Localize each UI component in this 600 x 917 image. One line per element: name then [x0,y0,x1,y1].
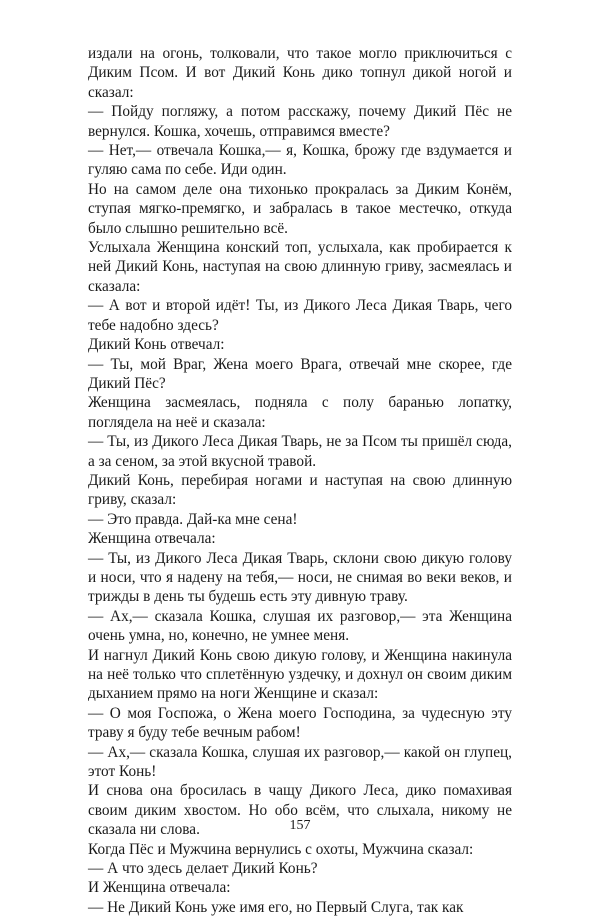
paragraph: И Женщина отвечала: [88,879,231,897]
page-text [88,44,512,917]
paragraph: Женщина засмеялась, подняла с полу баранью лопатку, поглядела на неё и сказала: [88,394,512,431]
paragraph: И нагнул Дикий Конь свою дикую голову, и Женщина накинула на неё только что сплетённую уздечку, и дохнул он своим диким дыханием прямо на ноги Женщине и сказал: [88,646,512,703]
paragraph: Но на самом деле она тихонько прокралась за Диким Конём, ступая мягко-премягко, и забралась в такое местечко, откуда было слышно решительно всё. [88,180,512,237]
paragraph: Дикий Конь, перебирая ногами и наступая на свою длинную гриву, сказал: [88,471,512,509]
paragraph: — Ах,— сказала Кошка, слушая их разговор,— какой он глупец, этот Конь! [88,743,512,781]
paragraph: издали на огонь, толковали, что такое могло приключиться с Диким Псом. И вот Дикий Конь дико топнул дикой ногой и сказал: [88,45,512,101]
paragraph: — Не Дикий Конь уже имя его, но Первый Слуга, так как [88,898,464,916]
paragraph: — А вот и второй идёт! Ты, из Дикого Леса Дикая Тварь, чего тебе надобно здесь? [88,297,512,334]
paragraph: — Нет,— отвечала Кошка,— я, Кошка, брожу где вздумается и гуляю сама по себе. Иди один. [88,142,512,179]
paragraph: — Пойду погляжу, а потом расскажу, почему Дикий Пёс не вернулся. Кошка, хочешь, отправимся вместе? [88,103,512,140]
paragraph: — А что здесь делает Дикий Конь? [88,860,318,878]
paragraph: — Ты, мой Враг, Жена моего Врага, отвечай мне скорее, где Дикий Пёс? [88,355,512,392]
paragraph: Дикий Конь отвечал: [88,336,225,354]
page-number: 157 [289,818,311,833]
paragraph: И снова она бросилась в чащу Дикого Леса, дико помахивая своим диким хвостом. Но обо всём, что слыхала, никому не сказала ни слова. [88,782,512,839]
paragraph: — Ты, из Дикого Леса Дикая Тварь, не за Псом ты пришёл сюда, а за сеном, за этой вкусной травой. [88,433,512,470]
paragraph: Услыхала Женщина конский топ, услыхала, как пробирается к ней Дикий Конь, наступая на свою длинную гриву, засмеялась и сказала: [88,239,512,295]
paragraph: — Это правда. Дай-ка мне сена! [88,510,298,528]
paragraph: Женщина отвечала: [88,530,216,548]
paragraph: Когда Пёс и Мужчина вернулись с охоты, Мужчина сказал: [88,840,474,858]
paragraph: — Ты, из Дикого Леса Дикая Тварь, склони свою дикую голову и носи, что я надену на тебя,— носи, не снимая во веки веков, и трижды в день ты будешь есть эту дивную траву. [88,549,512,606]
paragraph: — Ах,— сказала Кошка, слушая их разговор,— эта Женщина очень умна, но, конечно, не умнее меня. [88,607,512,645]
paragraph: — О моя Госпожа, о Жена моего Господина, за чудесную эту траву я буду тебе вечным рабом! [88,704,512,742]
